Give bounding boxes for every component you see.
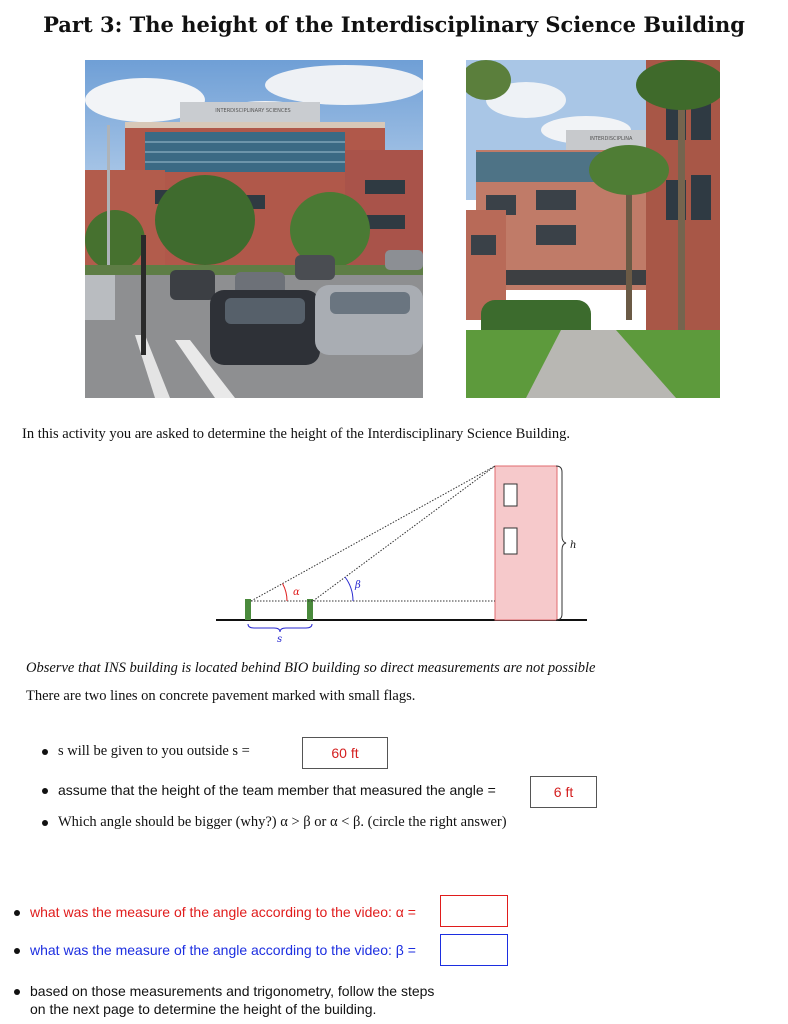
building-photo-walkway (466, 60, 720, 398)
flag-1 (245, 599, 251, 620)
page-title: Part 3: The height of the Interdisciplinary Science Building (43, 12, 745, 37)
flags-note: There are two lines on concrete pavement marked with small flags. (26, 688, 416, 704)
h-label: h (570, 540, 577, 551)
bullet-dot (14, 989, 20, 995)
s-brace (248, 624, 312, 632)
beta-label: β (355, 580, 361, 591)
based-line-1: based on those measurements and trigonometry, follow the steps (30, 983, 435, 999)
based-line-2: on the next page to determine the height of the building. (30, 1001, 377, 1017)
sight-line-alpha (251, 466, 495, 601)
bullet-alpha-question (14, 904, 416, 920)
beta-arc (345, 577, 353, 601)
bullet-dot (42, 820, 48, 826)
height-value-box[interactable]: 6 ft (530, 776, 597, 808)
height-text: assume that the height of the team member that measured the angle = (58, 782, 496, 798)
bullet-based-on (14, 982, 434, 1018)
alpha-label: α (293, 587, 300, 598)
bullet-dot (14, 910, 20, 916)
s-given-text: s will be given to you outside s = (58, 743, 250, 759)
bullet-dot (42, 749, 48, 755)
bullet-height (42, 782, 496, 798)
window-top (504, 484, 517, 506)
left-building-sign: INTERDISCIPLINARY SCIENCES (215, 108, 291, 114)
bullet-dot (42, 788, 48, 794)
bullet-dot (14, 948, 20, 954)
beta-question-text: what was the measure of the angle according to the video: β = (30, 942, 416, 958)
alpha-answer-box[interactable] (440, 895, 508, 927)
right-building-sign: INTERDISCIPLINA (589, 136, 633, 142)
building-photo-parking-lot (85, 60, 423, 398)
alpha-question-text: what was the measure of the angle according to the video: α = (30, 904, 416, 920)
bullet-beta-question (14, 942, 416, 958)
intro-text: In this activity you are asked to determine the height of the Interdisciplinary Science Building. (22, 426, 571, 442)
observation-note: Observe that INS building is located behind BIO building so direct measurements are not possible (26, 660, 596, 676)
bullet-which-angle (42, 814, 507, 831)
alpha-arc (283, 584, 288, 602)
which-angle-text: Which angle should be bigger (why?) α > β or α < β. (circle the right answer) (58, 814, 507, 830)
trig-diagram (210, 460, 590, 645)
flag-2 (307, 599, 313, 620)
s-label: s (277, 634, 283, 645)
sight-line-beta (313, 466, 495, 601)
s-value-box[interactable]: 60 ft (302, 737, 388, 769)
bullet-s-given (42, 743, 250, 760)
window-bottom (504, 528, 517, 554)
beta-answer-box[interactable] (440, 934, 508, 966)
